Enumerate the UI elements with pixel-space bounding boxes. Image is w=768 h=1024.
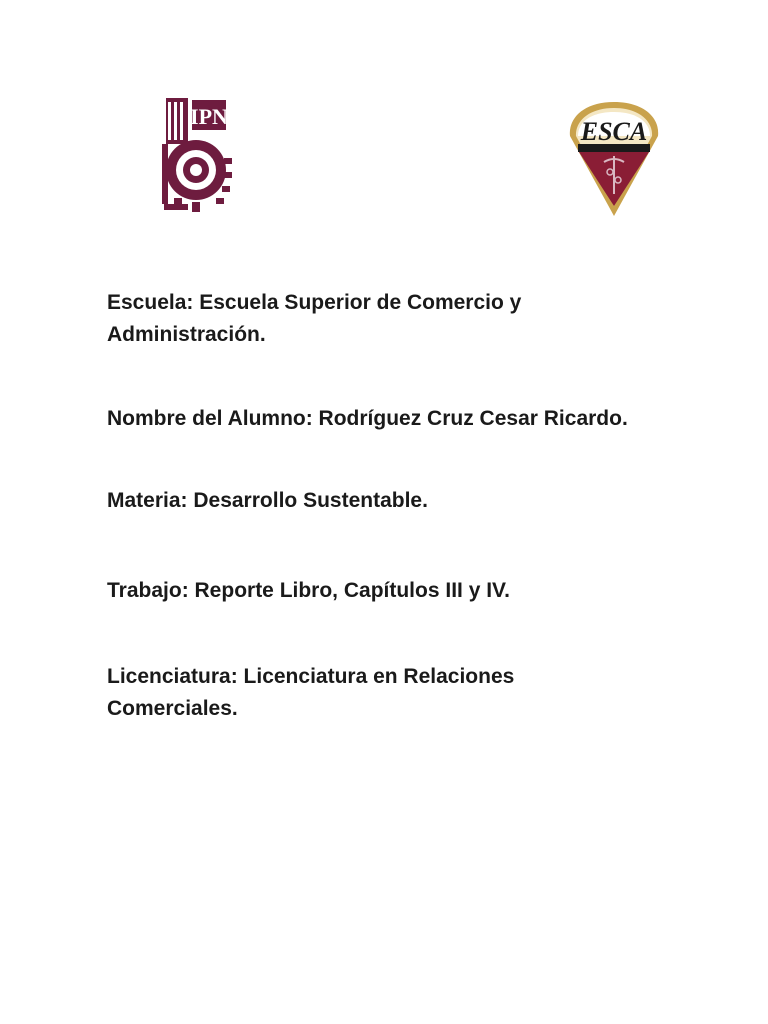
student-name-field: Nombre del Alumno: Rodríguez Cruz Cesar Ricardo. [107,407,628,430]
svg-text:IPN: IPN [190,104,228,129]
ipn-logo-icon [152,92,234,220]
assignment-field: Trabajo: Reporte Libro, Capítulos III y IV. [107,579,510,602]
degree-field: Licenciatura: Licenciatura en Relaciones Comerciales. [107,665,515,720]
school-field: Escuela: Escuela Superior de Comercio y Administración. [107,291,522,346]
svg-text:ESCA: ESCA [580,117,648,146]
esca-logo-icon [564,96,664,220]
subject-field: Materia: Desarrollo Sustentable. [107,489,428,512]
document-body [107,287,647,725]
